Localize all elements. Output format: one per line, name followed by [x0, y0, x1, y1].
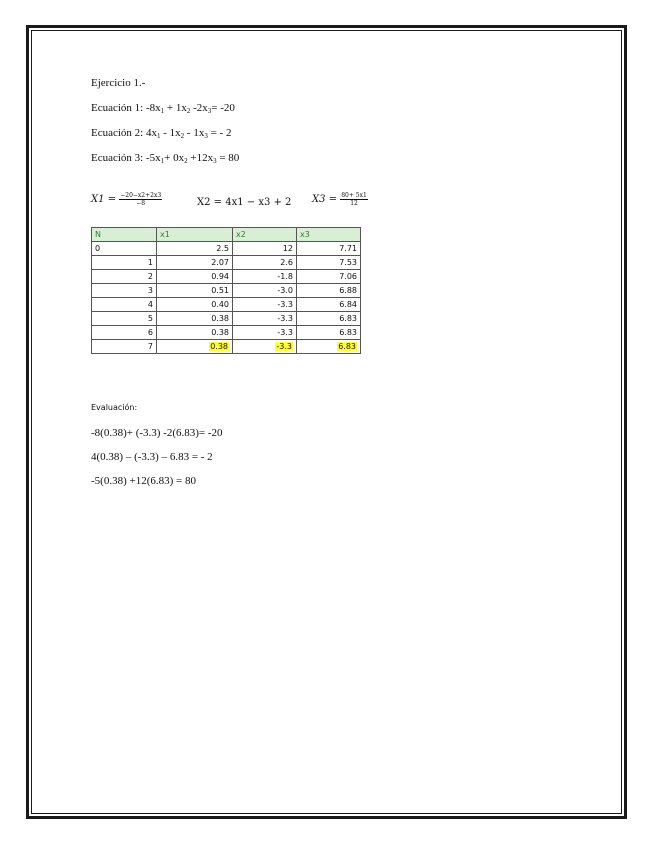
evaluation-line-3: -5(0.38) +12(6.83) = 80 — [91, 475, 196, 487]
cell-n: 2 — [92, 270, 157, 284]
cell-n: 5 — [92, 312, 157, 326]
formula-lhs: X1 = — [91, 194, 117, 205]
evaluation-line-1: -8(0.38)+ (-3.3) -2(6.83)= -20 — [91, 427, 223, 439]
table-row-final — [92, 340, 361, 354]
cell-n: 0 — [92, 242, 157, 256]
term: 4x — [145, 127, 157, 139]
rhs: = - 2 — [207, 127, 232, 139]
header-n: N — [92, 228, 157, 242]
denominator: −8 — [136, 200, 146, 207]
term: + 1x — [164, 102, 187, 114]
equation-label: Ecuación 3: — [91, 152, 144, 164]
cell-x3: 6.83 — [297, 312, 361, 326]
cell-x2 — [233, 340, 297, 354]
term: - 1x — [184, 127, 205, 139]
term: -5x — [145, 152, 161, 164]
highlight-x1: 0.38 — [210, 342, 228, 351]
table-row — [92, 270, 361, 284]
cell-n: 7 — [92, 340, 157, 354]
cell-x1: 2.5 — [157, 242, 233, 256]
subscript: 2 — [186, 107, 191, 115]
equation-label: Ecuación 1: — [91, 102, 144, 114]
page-border-inner — [31, 30, 622, 814]
header-x3: x3 — [297, 228, 361, 242]
cell-x1: 0.40 — [157, 298, 233, 312]
cell-x1: 0.38 — [157, 326, 233, 340]
table-header-row — [92, 228, 361, 242]
equation-2 — [91, 127, 231, 139]
cell-x2: 2.6 — [233, 256, 297, 270]
iteration-table — [91, 227, 361, 354]
term: +12x — [187, 152, 214, 164]
fraction — [119, 192, 162, 207]
table-row — [92, 298, 361, 312]
table-row — [92, 312, 361, 326]
equation-1 — [91, 102, 235, 114]
subscript: 1 — [160, 157, 165, 165]
table-row — [92, 256, 361, 270]
subscript: 3 — [207, 107, 212, 115]
term: -2x — [190, 102, 208, 114]
rhs: = 80 — [216, 152, 240, 164]
cell-x1: 2.07 — [157, 256, 233, 270]
equation-3 — [91, 152, 239, 164]
cell-x2: -3.3 — [233, 312, 297, 326]
subscript: 3 — [213, 157, 217, 165]
denominator: 12 — [350, 200, 358, 207]
subscript: 2 — [184, 157, 188, 165]
cell-x2: -3.3 — [233, 326, 297, 340]
cell-x3: 6.84 — [297, 298, 361, 312]
cell-x3: 6.83 — [297, 326, 361, 340]
highlight-x2: -3.3 — [276, 342, 292, 351]
cell-x1: 0.51 — [157, 284, 233, 298]
highlight-x3: 6.83 — [338, 342, 356, 351]
table-row — [92, 284, 361, 298]
term: -8x — [145, 102, 161, 114]
header-x2: x2 — [233, 228, 297, 242]
cell-n: 1 — [92, 256, 157, 270]
table-row — [92, 326, 361, 340]
header-x1: x1 — [157, 228, 233, 242]
subscript: 1 — [156, 132, 161, 140]
evaluation-line-2: 4(0.38) – (-3.3) – 6.83 = - 2 — [91, 451, 213, 463]
cell-x3: 7.53 — [297, 256, 361, 270]
cell-n: 4 — [92, 298, 157, 312]
cell-x2: -3.3 — [233, 298, 297, 312]
equation-label: Ecuación 2: — [91, 127, 144, 139]
cell-n: 6 — [92, 326, 157, 340]
cell-x3 — [297, 340, 361, 354]
cell-x1: 0.38 — [157, 312, 233, 326]
table-row — [92, 242, 361, 256]
cell-x3: 6.88 — [297, 284, 361, 298]
cell-x3: 7.71 — [297, 242, 361, 256]
cell-x1: 0.94 — [157, 270, 233, 284]
fraction — [340, 192, 368, 207]
rhs: = -20 — [211, 102, 235, 114]
formula-x1 — [91, 192, 162, 207]
evaluation-label: Evaluación: — [91, 403, 138, 412]
numerator: −20−x2+2x3 — [120, 192, 162, 199]
numerator: 80+ 5x1 — [341, 192, 367, 199]
cell-x3: 7.06 — [297, 270, 361, 284]
formula-lhs: X3 = — [312, 194, 338, 205]
cell-x1 — [157, 340, 233, 354]
term: - 1x — [160, 127, 181, 139]
cell-x2: 12 — [233, 242, 297, 256]
subscript: 3 — [204, 132, 208, 140]
exercise-title: Ejercicio 1.- — [91, 77, 146, 89]
subscript: 1 — [160, 107, 165, 115]
formula-x3 — [312, 192, 368, 207]
cell-x2: -3.0 — [233, 284, 297, 298]
formula-x2: X2 = 4x1 − x3 + 2 — [197, 197, 292, 208]
term: + 0x — [164, 152, 185, 164]
cell-x2: -1.8 — [233, 270, 297, 284]
subscript: 2 — [180, 132, 185, 140]
cell-n: 3 — [92, 284, 157, 298]
